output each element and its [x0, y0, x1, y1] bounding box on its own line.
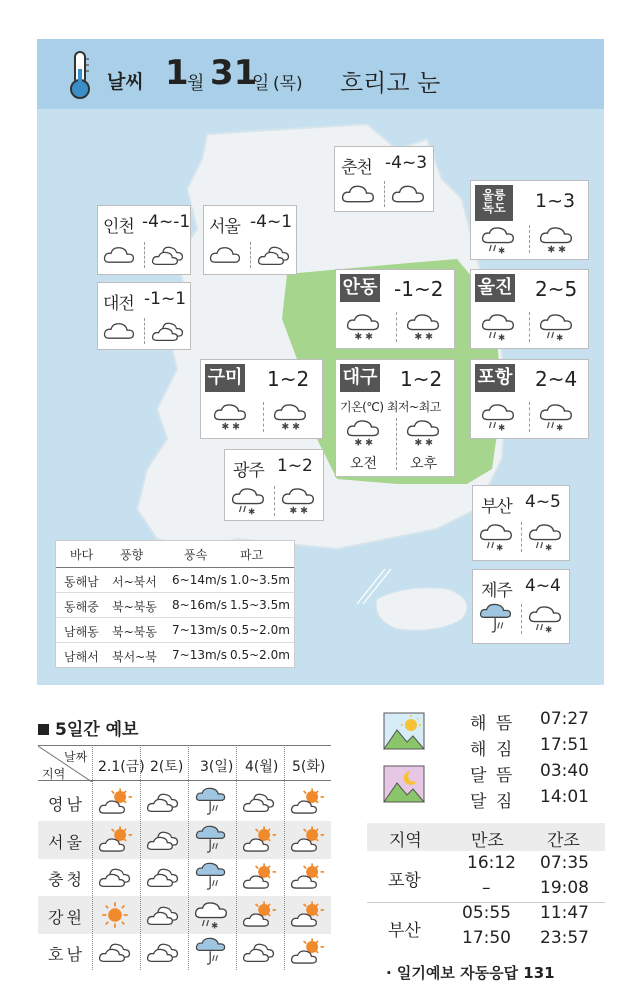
cloud-icon [391, 181, 425, 207]
column-divider [140, 745, 141, 970]
table-row [56, 618, 294, 643]
column-divider [92, 745, 93, 970]
tide-value: – [482, 878, 491, 898]
clouds-icon [151, 242, 185, 268]
sea-cell: 북~북동 [112, 600, 157, 614]
tide-value: 17:50 [462, 928, 511, 948]
rain-icon [194, 861, 228, 893]
city-name: 부산 [481, 497, 512, 517]
forecast-region-name: 서울 [48, 832, 85, 852]
city-name: 광주 [233, 461, 264, 481]
sea-cell: 0.5~2.0m [230, 648, 290, 662]
city-temp: 2~4 [535, 367, 578, 391]
forecast-row [38, 783, 331, 821]
city-name: 대구 [342, 367, 378, 388]
divider [396, 418, 397, 470]
sun-cloud-icon [242, 861, 276, 893]
cloud-icon [242, 936, 276, 968]
city-card-incheon [97, 205, 191, 275]
snow-icon [281, 486, 315, 516]
divider [521, 522, 522, 552]
forecast-grid [38, 745, 331, 970]
table-row [56, 568, 294, 593]
city-card-daejeon [97, 282, 191, 350]
cloud-icon [146, 936, 180, 968]
cloud-icon [103, 318, 135, 344]
sun-cloud-icon [290, 861, 324, 893]
sea-cell: 남해동 [64, 625, 99, 639]
sun-cloud-icon [98, 824, 132, 856]
sea-cell: 북서~북 [112, 650, 157, 664]
header-summary: 흐리고 눈 [340, 69, 441, 97]
forecast-region-name: 충청 [48, 870, 85, 889]
city-name: 제주 [481, 581, 512, 601]
cloud-icon [341, 181, 375, 207]
city-temp: -1~1 [144, 289, 187, 309]
day-header: 4(월) [245, 759, 279, 775]
table-row [56, 643, 294, 667]
table-row [56, 593, 294, 618]
city-name: 안동 [342, 277, 378, 298]
rain-snow-icon [528, 604, 562, 634]
sea-cell: 1.5~3.5m [230, 598, 290, 612]
day-header: 2(토) [150, 759, 184, 775]
sun-cloud-icon [242, 824, 276, 856]
city-card-andong [335, 269, 455, 349]
cloud-icon [146, 786, 180, 818]
city-card-seoul [203, 205, 297, 275]
city-badge [475, 274, 515, 302]
sunset-label: 해 짐 [470, 740, 515, 760]
day-header: 3(일) [200, 759, 234, 775]
corner-date-label: 날짜 [64, 750, 88, 764]
moonrise-label: 달 뜸 [470, 766, 515, 786]
sun-icon [98, 899, 132, 931]
cloud-icon [146, 899, 180, 931]
tide-header-low: 간조 [547, 831, 580, 851]
forecast-row [38, 896, 331, 934]
rain-snow-icon [528, 522, 562, 552]
sunrise-label: 해 뜸 [470, 714, 515, 734]
sunrise-icon [383, 712, 425, 750]
city-badge [340, 274, 380, 302]
sun-cloud-icon [290, 824, 324, 856]
snow-icon [213, 402, 247, 432]
day-header: 5(화) [292, 759, 326, 775]
divider [529, 312, 530, 342]
sea-cell: 7~13m/s [172, 623, 227, 637]
rain-icon [194, 824, 228, 856]
city-temp: 4~4 [525, 576, 561, 596]
header-weekday: (목) [273, 74, 303, 94]
tide-value: 11:47 [540, 903, 589, 923]
forecast-region-name: 호남 [48, 945, 85, 964]
sea-cell: 8~16m/s [172, 598, 227, 612]
clouds-icon [151, 318, 185, 344]
city-card-busan [472, 485, 570, 561]
rain-snow-icon [481, 225, 515, 255]
moonrise-time: 03:40 [540, 761, 589, 781]
sea-table-header [56, 541, 294, 568]
tide-value: 07:35 [540, 853, 589, 873]
snow-icon [539, 225, 573, 255]
city-name: 울릉 독도 [482, 188, 506, 215]
tide-header [367, 823, 605, 851]
sea-header-wave: 파고 [240, 548, 264, 562]
tide-value: 16:12 [467, 853, 516, 873]
cloud-icon [146, 861, 180, 893]
sea-cell: 6~14m/s [172, 573, 227, 587]
city-card-daegu [335, 359, 455, 477]
forecast-region-name: 강원 [48, 907, 85, 927]
tide-region-pohang: 포항 [388, 871, 421, 891]
city-name: 서울 [209, 217, 240, 237]
city-badge [340, 364, 380, 392]
thermometer-icon [65, 49, 95, 101]
corner-region-label: 지역 [42, 767, 66, 781]
sea-header-speed: 풍속 [184, 548, 208, 562]
city-name: 춘천 [341, 158, 372, 178]
cloud-icon [242, 786, 276, 818]
snow-icon [346, 312, 380, 342]
forecast-region-name: 영남 [48, 795, 85, 814]
divider [250, 242, 251, 268]
sun-cloud-icon [290, 786, 324, 818]
legend-pm: 오후 [410, 456, 438, 472]
sea-cell: 0.5~2.0m [230, 623, 290, 637]
snow-icon [406, 418, 440, 448]
city-card-pohang [470, 359, 589, 439]
footer-hotline: · 일기예보 자동응답 131 [386, 964, 555, 982]
city-temp: 1~2 [400, 367, 443, 391]
moonrise-icon [383, 765, 425, 803]
cloud-icon [209, 242, 241, 268]
sun-cloud-icon [290, 936, 324, 968]
header-day-unit: 일 [252, 73, 270, 94]
divider [529, 402, 530, 432]
divider [144, 318, 145, 344]
sea-header-area: 바다 [70, 548, 94, 562]
city-temp: -4~3 [385, 153, 428, 173]
snow-icon [346, 418, 380, 448]
sea-cell: 남해서 [64, 650, 99, 664]
forecast-row [38, 858, 331, 896]
forecast-row [38, 821, 331, 859]
city-temp: -4~-1 [142, 212, 191, 232]
city-name: 구미 [207, 367, 243, 388]
tide-value: 05:55 [462, 903, 511, 923]
sun-cloud-icon [242, 899, 276, 931]
sea-conditions-table [55, 540, 295, 668]
divider [384, 181, 385, 207]
sun-cloud-icon [290, 899, 324, 931]
city-temp: 2~5 [535, 277, 578, 301]
sunrise-time: 07:27 [540, 709, 589, 729]
city-temp: 1~3 [535, 190, 576, 212]
cloud-icon [98, 936, 132, 968]
day-header: 2.1(금) [98, 759, 145, 775]
legend-temp-label: 기온(℃) 최저~최고 [340, 400, 441, 414]
divider [521, 604, 522, 634]
rain-snow-icon [231, 486, 265, 516]
sea-cell: 북~북동 [112, 625, 157, 639]
tide-value: 19:08 [540, 878, 589, 898]
city-name: 포항 [477, 367, 513, 388]
city-temp: 1~2 [267, 367, 310, 391]
header-bar [37, 39, 604, 109]
tide-region-busan: 부산 [388, 921, 421, 941]
rain-icon [194, 786, 228, 818]
rain-icon [194, 936, 228, 968]
forecast-row [38, 933, 331, 971]
divider [529, 225, 530, 253]
city-name: 인천 [103, 217, 134, 237]
square-bullet-icon [38, 724, 49, 735]
city-temp: -4~1 [250, 212, 293, 232]
forecast-title-text: 5일간 예보 [55, 720, 139, 740]
sea-cell: 서~북서 [112, 575, 157, 589]
rain-snow-icon [479, 522, 513, 552]
cloud-icon [98, 861, 132, 893]
column-divider [236, 745, 237, 970]
divider [274, 486, 275, 516]
rain-icon [479, 602, 513, 636]
sea-cell: 동해중 [64, 600, 99, 614]
header-label: 날씨 [107, 71, 144, 93]
rain-snow-icon [194, 899, 228, 931]
city-name: 울진 [477, 277, 513, 298]
city-name: 대전 [103, 294, 134, 314]
forecast-title [38, 715, 138, 740]
sea-cell: 1.0~3.5m [230, 573, 290, 587]
rain-snow-icon [481, 312, 515, 342]
snow-icon [406, 312, 440, 342]
city-card-gwangju [224, 449, 324, 521]
forecast-header-row [38, 745, 331, 781]
sunset-time: 17:51 [540, 735, 589, 755]
cloud-icon [146, 824, 180, 856]
clouds-icon [257, 242, 291, 268]
snow-icon [273, 402, 307, 432]
header-month-unit: 월 [187, 73, 205, 94]
tide-header-high: 만조 [471, 831, 504, 851]
jeju-island [376, 588, 467, 631]
sea-header-direction: 풍향 [120, 548, 144, 562]
rain-snow-icon [539, 402, 573, 432]
city-card-jeju [472, 569, 570, 644]
sea-cell: 동해남 [64, 575, 99, 589]
header-month: 1 [165, 53, 189, 93]
city-card-chuncheon [334, 146, 434, 212]
legend-am: 오전 [350, 456, 378, 472]
tide-value: 23:57 [540, 928, 589, 948]
city-badge [475, 185, 513, 221]
city-temp: 1~2 [277, 456, 313, 476]
divider [144, 242, 145, 268]
moonset-label: 달 짐 [470, 792, 515, 812]
moonset-time: 14:01 [540, 787, 589, 807]
city-card-uljin [470, 269, 589, 349]
city-badge [205, 364, 245, 392]
sun-cloud-icon [98, 786, 132, 818]
column-divider [188, 745, 189, 970]
header-day: 31 [210, 53, 258, 93]
divider [263, 402, 264, 432]
city-temp: 4~5 [525, 492, 561, 512]
city-temp: -1~2 [394, 277, 444, 301]
city-card-ulleung [470, 180, 589, 260]
sea-cell: 7~13m/s [172, 648, 227, 662]
tide-header-region: 지역 [389, 831, 422, 851]
city-card-gumi [200, 359, 323, 439]
rain-snow-icon [481, 402, 515, 432]
divider [396, 312, 397, 342]
rain-snow-icon [539, 312, 573, 342]
column-divider [284, 745, 285, 970]
city-badge [475, 364, 515, 392]
cloud-icon [103, 242, 135, 268]
